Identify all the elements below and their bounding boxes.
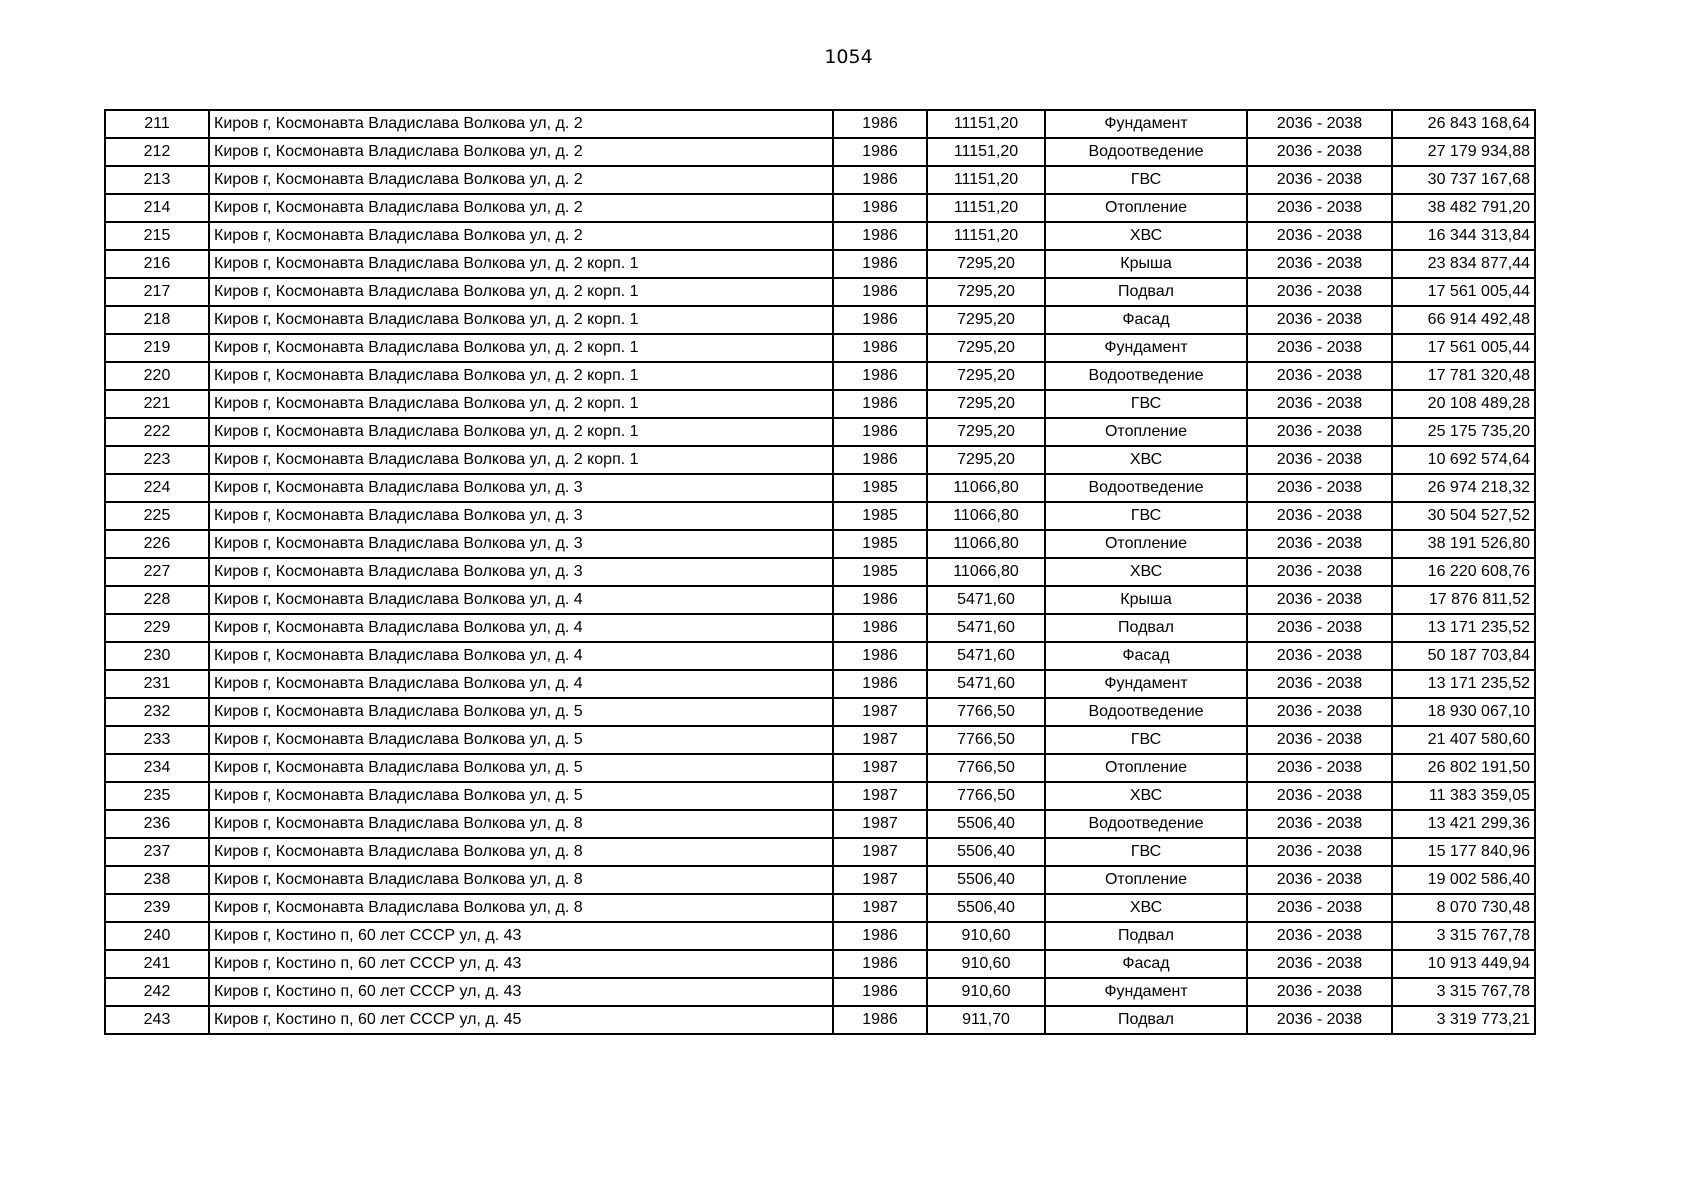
address-cell: Киров г, Космонавта Владислава Волкова ул, д. 2 корп. 1 <box>209 418 833 446</box>
period-cell: 2036 - 2038 <box>1247 502 1392 530</box>
row-number-cell: 239 <box>105 894 209 922</box>
build-year-cell: 1987 <box>833 726 927 754</box>
work-type-cell: Фасад <box>1045 642 1247 670</box>
work-type-cell: ХВС <box>1045 782 1247 810</box>
row-number-cell: 231 <box>105 670 209 698</box>
table-row <box>105 698 1535 726</box>
cost-cell: 15 177 840,96 <box>1392 838 1535 866</box>
cost-cell: 17 561 005,44 <box>1392 278 1535 306</box>
build-year-cell: 1986 <box>833 446 927 474</box>
row-number-cell: 234 <box>105 754 209 782</box>
build-year-cell: 1986 <box>833 642 927 670</box>
period-cell: 2036 - 2038 <box>1247 698 1392 726</box>
cost-cell: 17 781 320,48 <box>1392 362 1535 390</box>
period-cell: 2036 - 2038 <box>1247 558 1392 586</box>
build-year-cell: 1986 <box>833 1006 927 1034</box>
table-row <box>105 838 1535 866</box>
build-year-cell: 1986 <box>833 110 927 138</box>
table-row <box>105 222 1535 250</box>
build-year-cell: 1986 <box>833 334 927 362</box>
table-row <box>105 166 1535 194</box>
cost-cell: 23 834 877,44 <box>1392 250 1535 278</box>
work-type-cell: ХВС <box>1045 446 1247 474</box>
address-cell: Киров г, Космонавта Владислава Волкова ул, д. 5 <box>209 754 833 782</box>
work-type-cell: Водоотведение <box>1045 362 1247 390</box>
build-year-cell: 1986 <box>833 222 927 250</box>
table-row <box>105 614 1535 642</box>
area-cell: 5506,40 <box>927 894 1045 922</box>
area-cell: 11066,80 <box>927 502 1045 530</box>
period-cell: 2036 - 2038 <box>1247 278 1392 306</box>
area-cell: 11151,20 <box>927 222 1045 250</box>
build-year-cell: 1987 <box>833 782 927 810</box>
cost-cell: 30 737 167,68 <box>1392 166 1535 194</box>
cost-cell: 19 002 586,40 <box>1392 866 1535 894</box>
cost-cell: 18 930 067,10 <box>1392 698 1535 726</box>
work-type-cell: Отопление <box>1045 754 1247 782</box>
period-cell: 2036 - 2038 <box>1247 670 1392 698</box>
row-number-cell: 222 <box>105 418 209 446</box>
build-year-cell: 1986 <box>833 586 927 614</box>
address-cell: Киров г, Космонавта Владислава Волкова ул, д. 8 <box>209 810 833 838</box>
cost-cell: 13 421 299,36 <box>1392 810 1535 838</box>
work-type-cell: Отопление <box>1045 194 1247 222</box>
area-cell: 5471,60 <box>927 642 1045 670</box>
build-year-cell: 1986 <box>833 922 927 950</box>
table-row <box>105 586 1535 614</box>
build-year-cell: 1985 <box>833 530 927 558</box>
area-cell: 7766,50 <box>927 754 1045 782</box>
work-type-cell: ГВС <box>1045 390 1247 418</box>
row-number-cell: 211 <box>105 110 209 138</box>
address-cell: Киров г, Космонавта Владислава Волкова ул, д. 2 корп. 1 <box>209 446 833 474</box>
period-cell: 2036 - 2038 <box>1247 866 1392 894</box>
work-type-cell: Фасад <box>1045 950 1247 978</box>
area-cell: 910,60 <box>927 922 1045 950</box>
row-number-cell: 218 <box>105 306 209 334</box>
build-year-cell: 1987 <box>833 838 927 866</box>
build-year-cell: 1985 <box>833 558 927 586</box>
work-type-cell: ХВС <box>1045 558 1247 586</box>
build-year-cell: 1986 <box>833 166 927 194</box>
cost-cell: 16 344 313,84 <box>1392 222 1535 250</box>
area-cell: 5471,60 <box>927 614 1045 642</box>
row-number-cell: 226 <box>105 530 209 558</box>
work-type-cell: Крыша <box>1045 586 1247 614</box>
work-type-cell: Фасад <box>1045 306 1247 334</box>
address-cell: Киров г, Космонавта Владислава Волкова ул, д. 4 <box>209 670 833 698</box>
work-type-cell: Фундамент <box>1045 334 1247 362</box>
period-cell: 2036 - 2038 <box>1247 418 1392 446</box>
work-type-cell: Водоотведение <box>1045 138 1247 166</box>
row-number-cell: 237 <box>105 838 209 866</box>
build-year-cell: 1986 <box>833 362 927 390</box>
row-number-cell: 225 <box>105 502 209 530</box>
cost-cell: 13 171 235,52 <box>1392 670 1535 698</box>
period-cell: 2036 - 2038 <box>1247 530 1392 558</box>
build-year-cell: 1986 <box>833 614 927 642</box>
work-type-cell: ХВС <box>1045 894 1247 922</box>
address-cell: Киров г, Костино п, 60 лет СССР ул, д. 43 <box>209 922 833 950</box>
row-number-cell: 238 <box>105 866 209 894</box>
row-number-cell: 227 <box>105 558 209 586</box>
build-year-cell: 1986 <box>833 670 927 698</box>
period-cell: 2036 - 2038 <box>1247 222 1392 250</box>
area-cell: 5506,40 <box>927 866 1045 894</box>
build-year-cell: 1987 <box>833 866 927 894</box>
address-cell: Киров г, Космонавта Владислава Волкова ул, д. 2 корп. 1 <box>209 334 833 362</box>
address-cell: Киров г, Космонавта Владислава Волкова ул, д. 2 <box>209 166 833 194</box>
period-cell: 2036 - 2038 <box>1247 838 1392 866</box>
build-year-cell: 1986 <box>833 418 927 446</box>
period-cell: 2036 - 2038 <box>1247 446 1392 474</box>
area-cell: 7295,20 <box>927 334 1045 362</box>
build-year-cell: 1986 <box>833 194 927 222</box>
address-cell: Киров г, Космонавта Владислава Волкова ул, д. 4 <box>209 614 833 642</box>
row-number-cell: 212 <box>105 138 209 166</box>
cost-cell: 30 504 527,52 <box>1392 502 1535 530</box>
table-row <box>105 502 1535 530</box>
cost-cell: 16 220 608,76 <box>1392 558 1535 586</box>
table-row <box>105 978 1535 1006</box>
address-cell: Киров г, Космонавта Владислава Волкова ул, д. 8 <box>209 866 833 894</box>
table-row <box>105 866 1535 894</box>
table-row <box>105 894 1535 922</box>
address-cell: Киров г, Костино п, 60 лет СССР ул, д. 43 <box>209 978 833 1006</box>
row-number-cell: 243 <box>105 1006 209 1034</box>
work-type-cell: Водоотведение <box>1045 810 1247 838</box>
cost-cell: 50 187 703,84 <box>1392 642 1535 670</box>
work-type-cell: Отопление <box>1045 530 1247 558</box>
address-cell: Киров г, Космонавта Владислава Волкова ул, д. 8 <box>209 838 833 866</box>
row-number-cell: 215 <box>105 222 209 250</box>
period-cell: 2036 - 2038 <box>1247 474 1392 502</box>
build-year-cell: 1986 <box>833 138 927 166</box>
table-row <box>105 726 1535 754</box>
page-number: 1054 <box>824 46 873 68</box>
table-row <box>105 950 1535 978</box>
address-cell: Киров г, Космонавта Владислава Волкова ул, д. 2 корп. 1 <box>209 306 833 334</box>
work-type-cell: Отопление <box>1045 866 1247 894</box>
period-cell: 2036 - 2038 <box>1247 922 1392 950</box>
row-number-cell: 217 <box>105 278 209 306</box>
area-cell: 11066,80 <box>927 558 1045 586</box>
area-cell: 7766,50 <box>927 782 1045 810</box>
area-cell: 910,60 <box>927 978 1045 1006</box>
table-row <box>105 418 1535 446</box>
period-cell: 2036 - 2038 <box>1247 950 1392 978</box>
period-cell: 2036 - 2038 <box>1247 642 1392 670</box>
cost-cell: 27 179 934,88 <box>1392 138 1535 166</box>
area-cell: 7295,20 <box>927 418 1045 446</box>
repair-schedule-table <box>104 109 1536 1035</box>
work-type-cell: ХВС <box>1045 222 1247 250</box>
cost-cell: 10 692 574,64 <box>1392 446 1535 474</box>
table-row <box>105 474 1535 502</box>
build-year-cell: 1986 <box>833 390 927 418</box>
cost-cell: 3 319 773,21 <box>1392 1006 1535 1034</box>
build-year-cell: 1985 <box>833 474 927 502</box>
area-cell: 7295,20 <box>927 250 1045 278</box>
period-cell: 2036 - 2038 <box>1247 166 1392 194</box>
row-number-cell: 232 <box>105 698 209 726</box>
work-type-cell: ГВС <box>1045 166 1247 194</box>
cost-cell: 25 175 735,20 <box>1392 418 1535 446</box>
work-type-cell: Фундамент <box>1045 110 1247 138</box>
address-cell: Киров г, Космонавта Владислава Волкова ул, д. 3 <box>209 474 833 502</box>
table-row <box>105 390 1535 418</box>
table-row <box>105 530 1535 558</box>
row-number-cell: 216 <box>105 250 209 278</box>
area-cell: 5506,40 <box>927 838 1045 866</box>
period-cell: 2036 - 2038 <box>1247 614 1392 642</box>
area-cell: 7295,20 <box>927 390 1045 418</box>
cost-cell: 26 843 168,64 <box>1392 110 1535 138</box>
work-type-cell: Водоотведение <box>1045 474 1247 502</box>
row-number-cell: 213 <box>105 166 209 194</box>
cost-cell: 26 974 218,32 <box>1392 474 1535 502</box>
row-number-cell: 233 <box>105 726 209 754</box>
address-cell: Киров г, Космонавта Владислава Волкова ул, д. 2 <box>209 222 833 250</box>
table-body <box>105 110 1535 1034</box>
row-number-cell: 230 <box>105 642 209 670</box>
build-year-cell: 1987 <box>833 810 927 838</box>
cost-cell: 20 108 489,28 <box>1392 390 1535 418</box>
build-year-cell: 1986 <box>833 950 927 978</box>
row-number-cell: 214 <box>105 194 209 222</box>
cost-cell: 38 191 526,80 <box>1392 530 1535 558</box>
cost-cell: 38 482 791,20 <box>1392 194 1535 222</box>
area-cell: 7766,50 <box>927 698 1045 726</box>
build-year-cell: 1986 <box>833 978 927 1006</box>
period-cell: 2036 - 2038 <box>1247 390 1392 418</box>
work-type-cell: Отопление <box>1045 418 1247 446</box>
table-row <box>105 754 1535 782</box>
table-row <box>105 362 1535 390</box>
row-number-cell: 224 <box>105 474 209 502</box>
period-cell: 2036 - 2038 <box>1247 250 1392 278</box>
address-cell: Киров г, Космонавта Владислава Волкова ул, д. 2 <box>209 194 833 222</box>
address-cell: Киров г, Космонавта Владислава Волкова ул, д. 4 <box>209 642 833 670</box>
area-cell: 11151,20 <box>927 166 1045 194</box>
period-cell: 2036 - 2038 <box>1247 194 1392 222</box>
row-number-cell: 235 <box>105 782 209 810</box>
period-cell: 2036 - 2038 <box>1247 726 1392 754</box>
table-row <box>105 194 1535 222</box>
area-cell: 5506,40 <box>927 810 1045 838</box>
address-cell: Киров г, Космонавта Владислава Волкова ул, д. 4 <box>209 586 833 614</box>
table-row <box>105 810 1535 838</box>
table-row <box>105 922 1535 950</box>
cost-cell: 8 070 730,48 <box>1392 894 1535 922</box>
period-cell: 2036 - 2038 <box>1247 586 1392 614</box>
address-cell: Киров г, Космонавта Владислава Волкова ул, д. 5 <box>209 698 833 726</box>
build-year-cell: 1986 <box>833 278 927 306</box>
row-number-cell: 241 <box>105 950 209 978</box>
address-cell: Киров г, Космонавта Владислава Волкова ул, д. 2 <box>209 110 833 138</box>
row-number-cell: 221 <box>105 390 209 418</box>
period-cell: 2036 - 2038 <box>1247 978 1392 1006</box>
area-cell: 5471,60 <box>927 586 1045 614</box>
area-cell: 7295,20 <box>927 446 1045 474</box>
build-year-cell: 1987 <box>833 698 927 726</box>
period-cell: 2036 - 2038 <box>1247 782 1392 810</box>
area-cell: 11151,20 <box>927 194 1045 222</box>
cost-cell: 3 315 767,78 <box>1392 922 1535 950</box>
address-cell: Киров г, Костино п, 60 лет СССР ул, д. 43 <box>209 950 833 978</box>
area-cell: 7295,20 <box>927 306 1045 334</box>
row-number-cell: 240 <box>105 922 209 950</box>
area-cell: 7766,50 <box>927 726 1045 754</box>
work-type-cell: Фундамент <box>1045 978 1247 1006</box>
row-number-cell: 236 <box>105 810 209 838</box>
address-cell: Киров г, Космонавта Владислава Волкова ул, д. 3 <box>209 530 833 558</box>
build-year-cell: 1985 <box>833 502 927 530</box>
period-cell: 2036 - 2038 <box>1247 1006 1392 1034</box>
table-row <box>105 642 1535 670</box>
work-type-cell: ГВС <box>1045 502 1247 530</box>
table-row <box>105 1006 1535 1034</box>
table-row <box>105 446 1535 474</box>
work-type-cell: Крыша <box>1045 250 1247 278</box>
address-cell: Киров г, Костино п, 60 лет СССР ул, д. 45 <box>209 1006 833 1034</box>
cost-cell: 66 914 492,48 <box>1392 306 1535 334</box>
table-row <box>105 250 1535 278</box>
cost-cell: 21 407 580,60 <box>1392 726 1535 754</box>
work-type-cell: Водоотведение <box>1045 698 1247 726</box>
address-cell: Киров г, Космонавта Владислава Волкова ул, д. 2 корп. 1 <box>209 362 833 390</box>
cost-cell: 3 315 767,78 <box>1392 978 1535 1006</box>
cost-cell: 11 383 359,05 <box>1392 782 1535 810</box>
period-cell: 2036 - 2038 <box>1247 362 1392 390</box>
area-cell: 5471,60 <box>927 670 1045 698</box>
address-cell: Киров г, Космонавта Владислава Волкова ул, д. 2 корп. 1 <box>209 278 833 306</box>
address-cell: Киров г, Космонавта Владислава Волкова ул, д. 8 <box>209 894 833 922</box>
table-row <box>105 138 1535 166</box>
cost-cell: 10 913 449,94 <box>1392 950 1535 978</box>
row-number-cell: 223 <box>105 446 209 474</box>
row-number-cell: 220 <box>105 362 209 390</box>
row-number-cell: 219 <box>105 334 209 362</box>
cost-cell: 17 876 811,52 <box>1392 586 1535 614</box>
area-cell: 11151,20 <box>927 138 1045 166</box>
period-cell: 2036 - 2038 <box>1247 754 1392 782</box>
area-cell: 911,70 <box>927 1006 1045 1034</box>
row-number-cell: 242 <box>105 978 209 1006</box>
build-year-cell: 1986 <box>833 306 927 334</box>
work-type-cell: ГВС <box>1045 838 1247 866</box>
address-cell: Киров г, Космонавта Владислава Волкова ул, д. 5 <box>209 726 833 754</box>
address-cell: Киров г, Космонавта Владислава Волкова ул, д. 3 <box>209 558 833 586</box>
cost-cell: 17 561 005,44 <box>1392 334 1535 362</box>
table-row <box>105 670 1535 698</box>
area-cell: 7295,20 <box>927 278 1045 306</box>
build-year-cell: 1986 <box>833 250 927 278</box>
area-cell: 7295,20 <box>927 362 1045 390</box>
row-number-cell: 229 <box>105 614 209 642</box>
address-cell: Киров г, Космонавта Владислава Волкова ул, д. 2 корп. 1 <box>209 250 833 278</box>
row-number-cell: 228 <box>105 586 209 614</box>
table-row <box>105 782 1535 810</box>
period-cell: 2036 - 2038 <box>1247 306 1392 334</box>
build-year-cell: 1987 <box>833 894 927 922</box>
address-cell: Киров г, Космонавта Владислава Волкова ул, д. 3 <box>209 502 833 530</box>
work-type-cell: ГВС <box>1045 726 1247 754</box>
table-row <box>105 334 1535 362</box>
address-cell: Киров г, Космонавта Владислава Волкова ул, д. 2 корп. 1 <box>209 390 833 418</box>
work-type-cell: Подвал <box>1045 614 1247 642</box>
period-cell: 2036 - 2038 <box>1247 894 1392 922</box>
period-cell: 2036 - 2038 <box>1247 138 1392 166</box>
work-type-cell: Подвал <box>1045 1006 1247 1034</box>
area-cell: 910,60 <box>927 950 1045 978</box>
period-cell: 2036 - 2038 <box>1247 810 1392 838</box>
work-type-cell: Подвал <box>1045 278 1247 306</box>
period-cell: 2036 - 2038 <box>1247 110 1392 138</box>
period-cell: 2036 - 2038 <box>1247 334 1392 362</box>
table-row <box>105 558 1535 586</box>
cost-cell: 26 802 191,50 <box>1392 754 1535 782</box>
table-row <box>105 110 1535 138</box>
table-row <box>105 278 1535 306</box>
area-cell: 11066,80 <box>927 530 1045 558</box>
work-type-cell: Фундамент <box>1045 670 1247 698</box>
build-year-cell: 1987 <box>833 754 927 782</box>
cost-cell: 13 171 235,52 <box>1392 614 1535 642</box>
table-row <box>105 306 1535 334</box>
address-cell: Киров г, Космонавта Владислава Волкова ул, д. 2 <box>209 138 833 166</box>
area-cell: 11151,20 <box>927 110 1045 138</box>
work-type-cell: Подвал <box>1045 922 1247 950</box>
address-cell: Киров г, Космонавта Владислава Волкова ул, д. 5 <box>209 782 833 810</box>
area-cell: 11066,80 <box>927 474 1045 502</box>
